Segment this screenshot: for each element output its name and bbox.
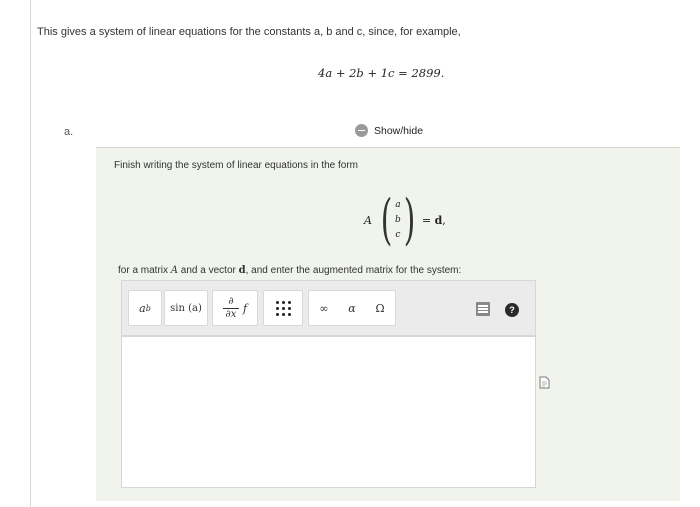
unknown-vector: [395, 198, 401, 243]
instruction-text: Finish writing the system of linear equations in the form: [114, 160, 358, 171]
matrix-button[interactable]: [263, 290, 303, 326]
omega-button[interactable]: Ω: [375, 301, 385, 315]
symbols-group: [308, 290, 396, 326]
infinity-button[interactable]: ∞: [319, 301, 329, 315]
equals-sign: =: [421, 213, 435, 227]
vector-entry-c: c: [395, 229, 401, 240]
math-toolbar: [121, 280, 536, 336]
answer-panel: [96, 147, 680, 501]
partial-f: f: [242, 301, 248, 315]
example-equation: 4a + 2b + 1c = 2899.: [318, 66, 445, 80]
answer-editor[interactable]: [121, 336, 536, 488]
left-paren: (: [380, 188, 393, 251]
keyboard-icon[interactable]: [476, 302, 490, 316]
part-label: a.: [64, 126, 74, 138]
sin-button[interactable]: sin (a): [164, 290, 208, 326]
instr2-matrix-A: A: [170, 265, 179, 276]
matrix-grid-icon: [276, 301, 291, 316]
document-icon[interactable]: [539, 376, 550, 389]
instr2-part2: and a vector: [178, 265, 239, 276]
rhs-comma: ,: [442, 213, 446, 227]
instr2-part3: , and enter the augmented matrix for the system:: [245, 265, 462, 276]
power-button[interactable]: [128, 290, 162, 326]
alpha-button[interactable]: α: [348, 301, 356, 315]
rhs: [422, 214, 446, 227]
instr2-part1: for a matrix: [118, 265, 171, 276]
intro-text: This gives a system of linear equations for the constants a, b and c, since, for example,: [37, 26, 461, 38]
instruction-text-2: [118, 265, 461, 276]
right-paren: ): [403, 188, 416, 251]
power-exp: b: [145, 303, 151, 313]
vector-entry-a: a: [395, 199, 401, 210]
partial-derivative-button[interactable]: [212, 290, 258, 326]
show-hide-toggle[interactable]: [355, 124, 423, 137]
matrix-equation: [364, 188, 446, 251]
power-base: a: [139, 301, 146, 315]
collapse-icon[interactable]: [355, 124, 368, 137]
vector-d: d: [434, 213, 443, 227]
partial-den: ∂x: [225, 308, 237, 320]
show-hide-label[interactable]: Show/hide: [374, 124, 424, 137]
matrix-A: A: [364, 213, 372, 227]
vector-entry-b: b: [395, 214, 401, 225]
help-icon[interactable]: ?: [505, 303, 519, 317]
instr2-vector-d: d: [238, 265, 246, 276]
partial-num: ∂: [228, 295, 234, 307]
partial-fraction: [223, 296, 239, 321]
